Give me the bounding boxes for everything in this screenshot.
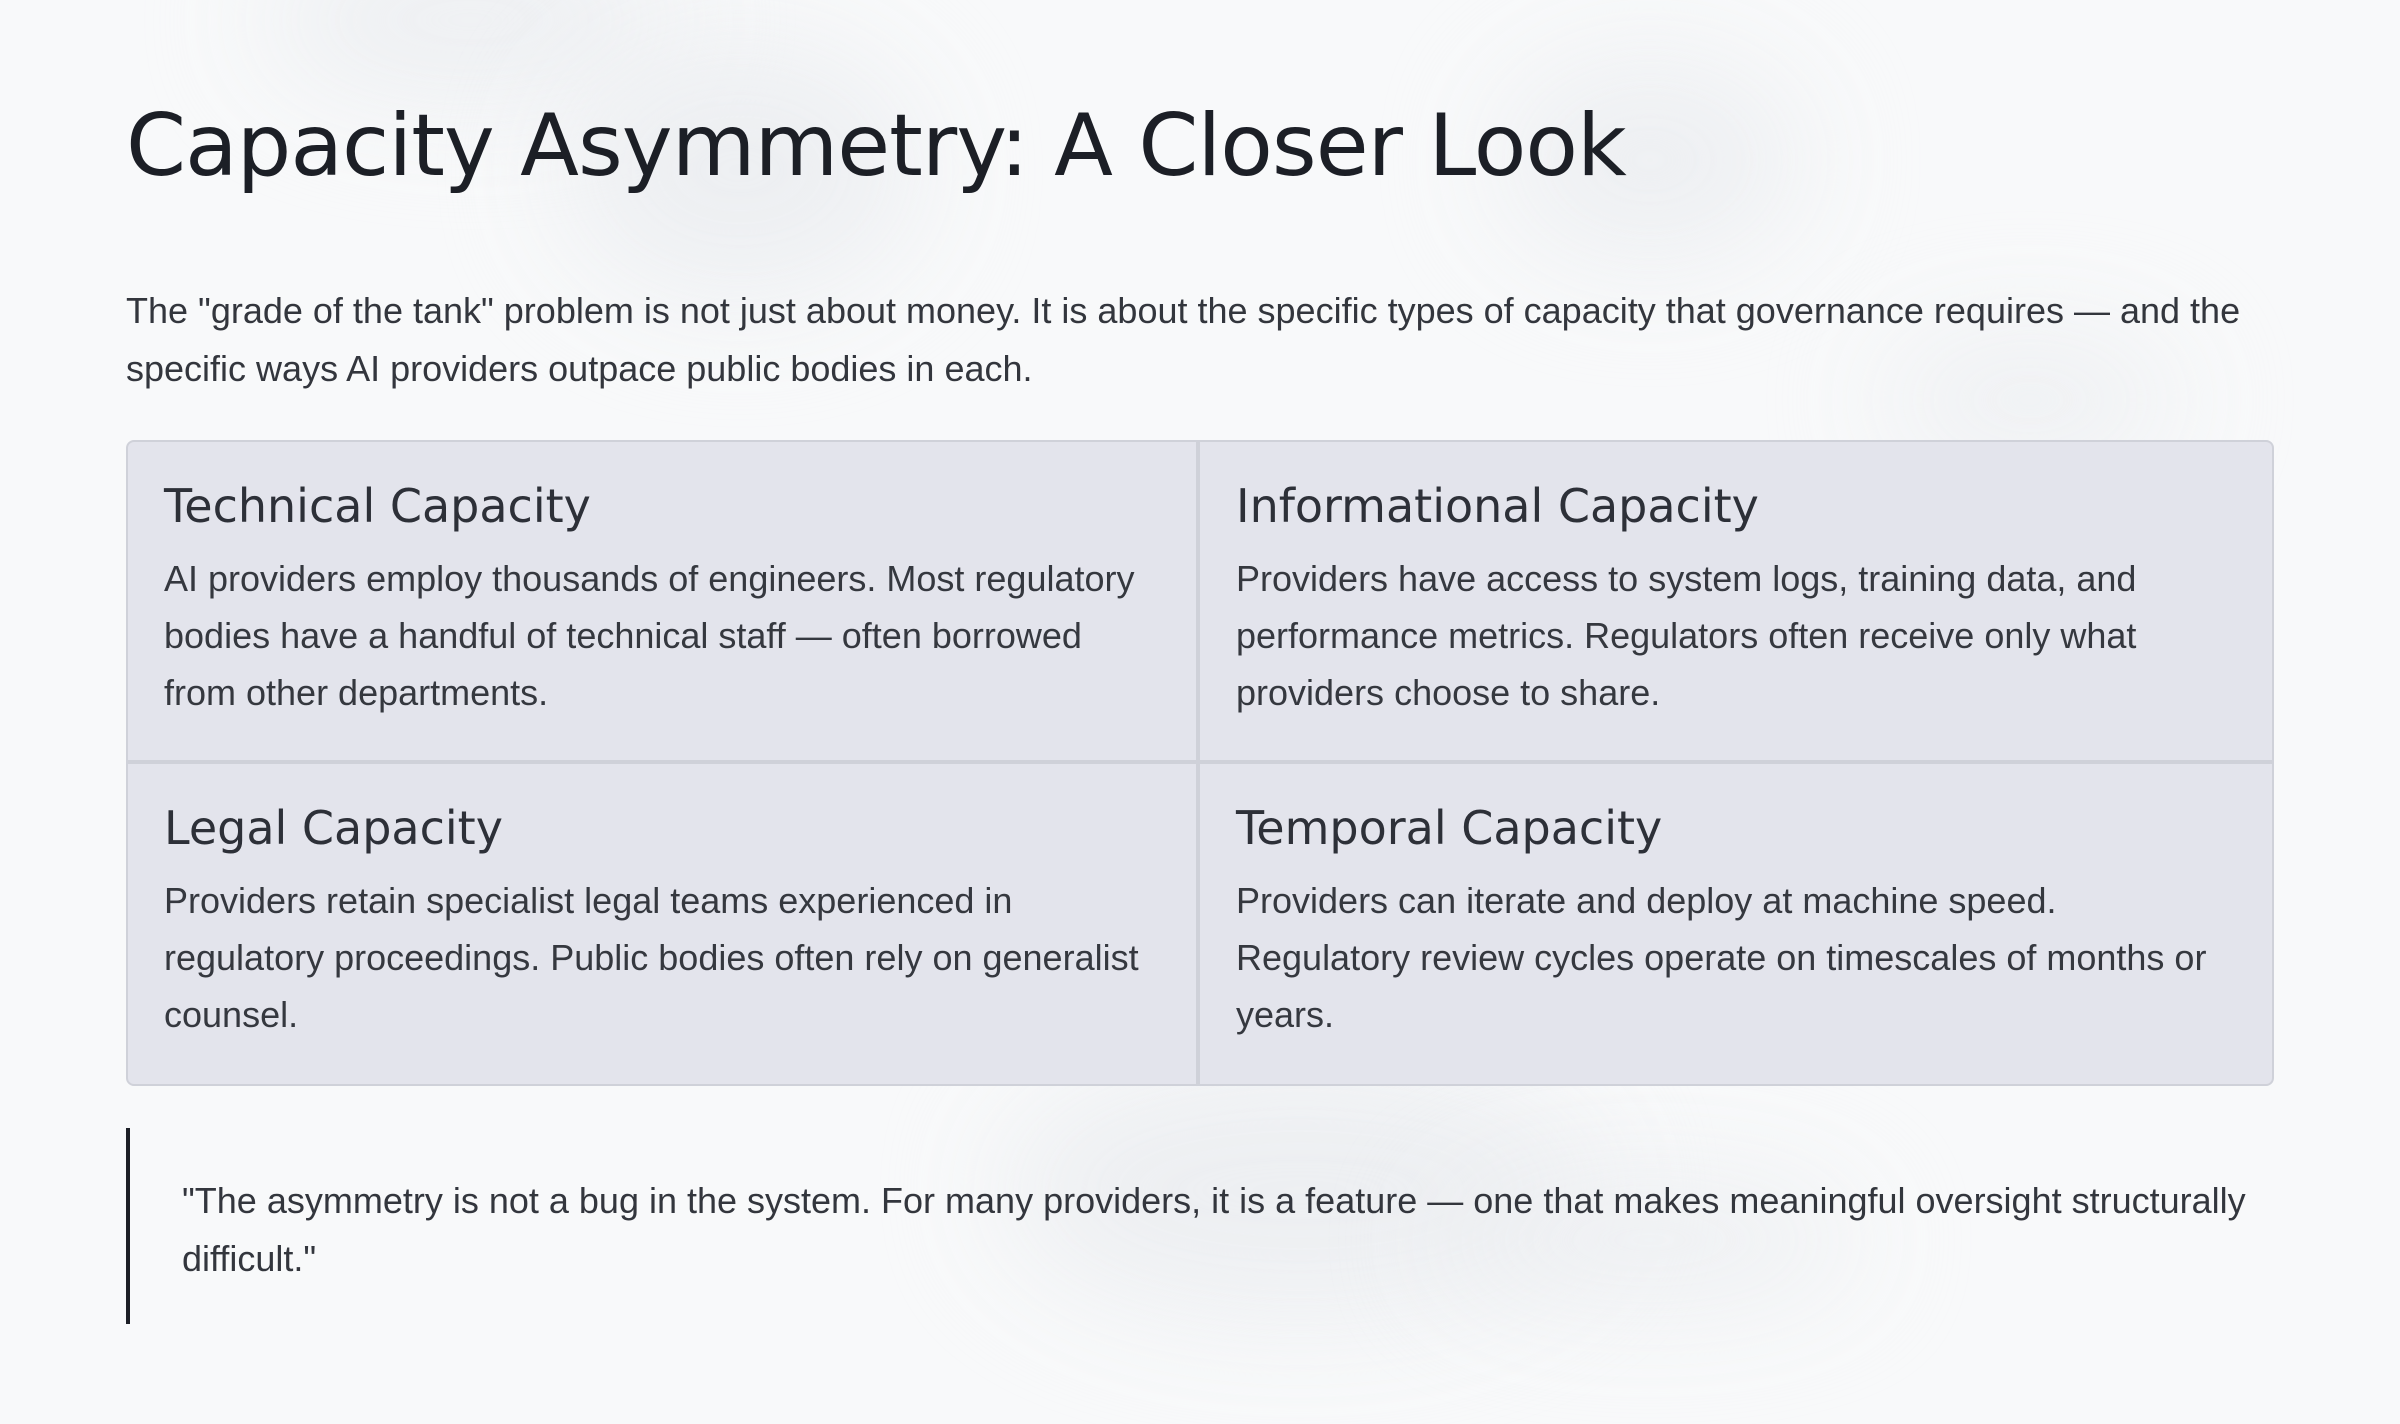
card-legal-capacity <box>128 764 1200 1084</box>
card-title: Temporal Capacity <box>1236 801 1663 855</box>
page-title: Capacity Asymmetry: A Closer Look <box>126 96 1626 196</box>
card-title: Informational Capacity <box>1236 479 1759 533</box>
card-title: Legal Capacity <box>164 801 503 855</box>
card-title: Technical Capacity <box>164 479 591 533</box>
card-temporal-capacity <box>1200 764 2272 1084</box>
card-body: Providers retain specialist legal teams experienced in regulatory proceedings. Public bodies often rely on generalist counsel. <box>164 880 1139 1035</box>
capacity-grid <box>126 440 2274 1086</box>
intro-paragraph: The "grade of the tank" problem is not just about money. It is about the specific types of capacity that governance requires — and the specific ways AI providers outpace public bodies in each. <box>126 290 2241 389</box>
card-body: AI providers employ thousands of engineers. Most regulatory bodies have a handful of technical staff — often borrowed from other departments. <box>164 558 1135 713</box>
pull-quote: "The asymmetry is not a bug in the system. For many providers, it is a feature — one that makes meaningful oversight structurally difficult." <box>126 1128 2274 1324</box>
card-body: Providers can iterate and deploy at machine speed. Regulatory review cycles operate on timescales of months or years. <box>1236 880 2207 1035</box>
card-informational-capacity <box>1200 442 2272 764</box>
card-technical-capacity <box>128 442 1200 764</box>
slide <box>126 0 2274 1424</box>
card-body: Providers have access to system logs, training data, and performance metrics. Regulators often receive only what providers choose to share. <box>1236 558 2137 713</box>
